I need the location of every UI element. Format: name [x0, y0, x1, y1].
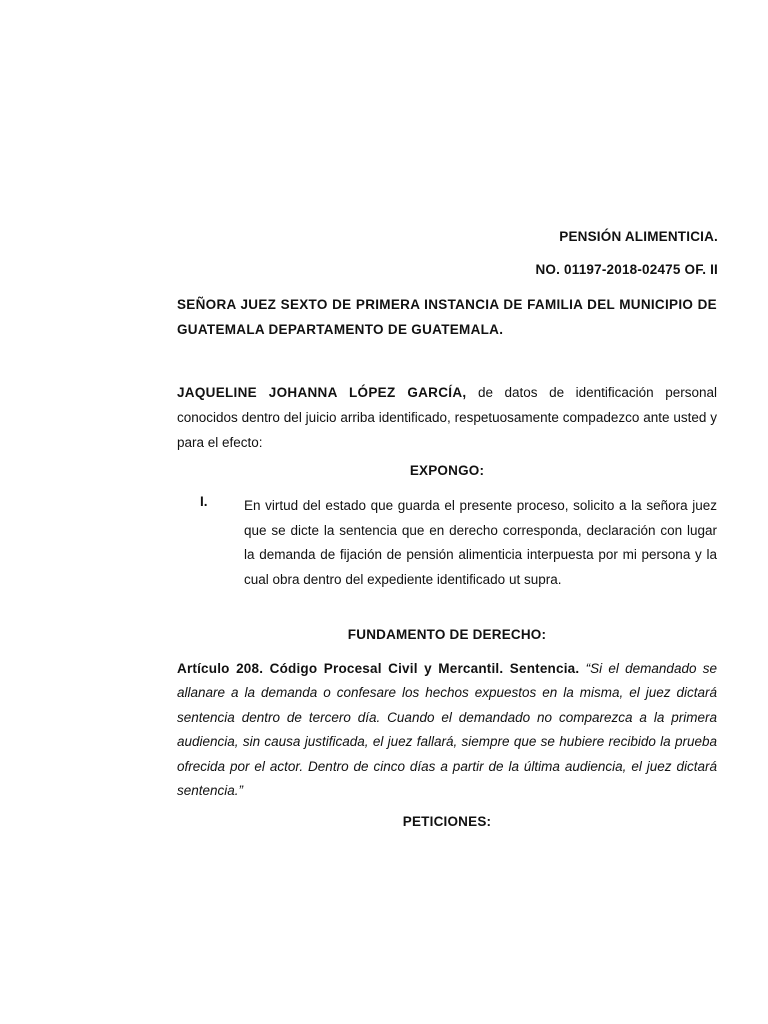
article-heading: Artículo 208. Código Procesal Civil y Mercantil. Sentencia. [177, 661, 580, 676]
intro-text: de datos de identificación personal conocidos dentro del juicio arriba identificado, respetuosamente compadezco ante usted y para el efecto: [177, 385, 717, 450]
item-numeral: I. [200, 494, 208, 509]
petitioner-name: JAQUELINE JOHANNA LÓPEZ GARCÍA, [177, 385, 467, 400]
section-heading-expongo: EXPONGO: [409, 463, 485, 478]
document-title: PENSIÓN ALIMENTICIA. [559, 229, 718, 244]
case-number: NO. 01197-2018-02475 OF. II [535, 262, 718, 277]
intro-paragraph [177, 380, 717, 455]
section-heading-peticiones: PETICIONES: [402, 814, 492, 829]
article-paragraph [177, 657, 717, 803]
item-text: En virtud del estado que guarda el presente proceso, solicito a la señora juez que se dicte la sentencia que en derecho corresponda, declaración con lugar la demanda de fijación de pensión alimenticia interpuesta por mi persona y la cual obra dentro del expediente identificado ut supra. [244, 498, 717, 587]
article-quote: “Si el demandado se allanare a la demanda o confesare los hechos expuestos en la misma, el juez dictará sentencia dentro de tercero día. Cuando el demandado no comparezca a la primera audiencia, sin causa justificada, el juez fallará, siempre que se hubiere recibido la prueba ofrecida por el actor. Dentro de cinco días a partir de la última audiencia, el juez dictará sentencia.” [177, 661, 717, 799]
addressee: SEÑORA JUEZ SEXTO DE PRIMERA INSTANCIA DE FAMILIA DEL MUNICIPIO DE GUATEMALA DEPARTAMENTO DE GUATEMALA. [177, 297, 717, 337]
section-heading-fundamento: FUNDAMENTO DE DERECHO: [347, 627, 547, 642]
